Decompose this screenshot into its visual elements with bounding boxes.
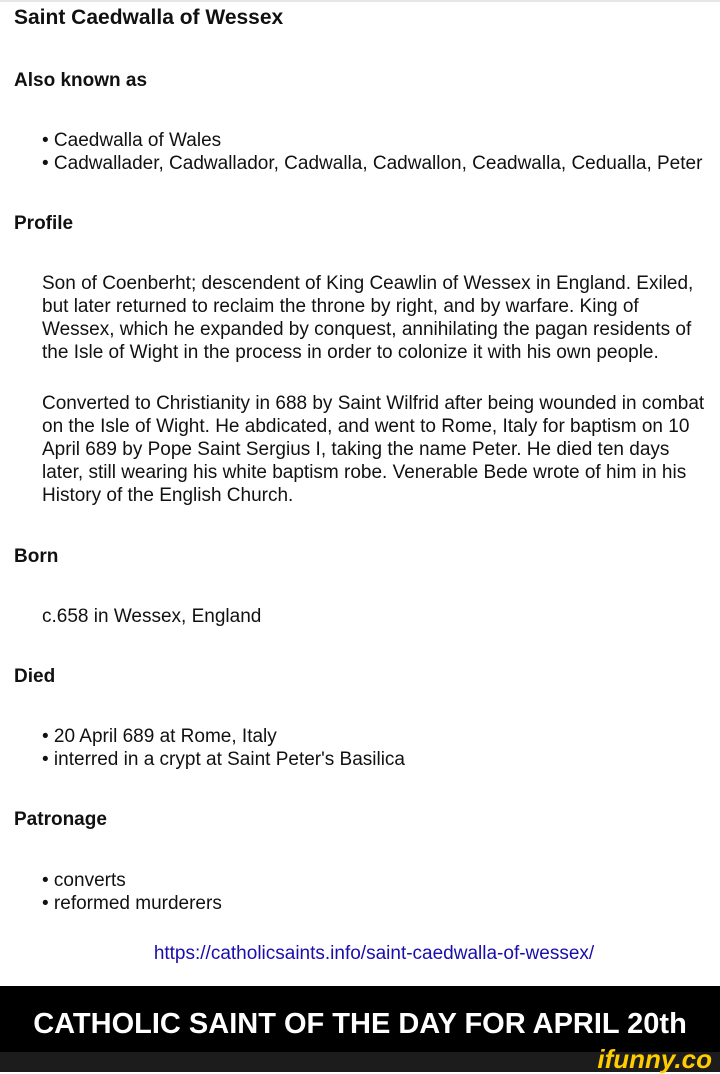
list-item: • Cadwallader, Cadwallador, Cadwalla, Cadwallon, Ceadwalla, Cedualla, Peter: [42, 153, 703, 174]
source-link[interactable]: https://catholicsaints.info/saint-caedwalla-of-wessex/: [153, 943, 595, 964]
heading-also-known-as: Also known as: [14, 70, 148, 91]
heading-born: Born: [14, 546, 59, 567]
list-item: • reformed murderers: [42, 893, 222, 914]
page-title: Saint Caedwalla of Wessex: [14, 6, 284, 29]
profile-paragraph-1: Son of Coenberht; descendent of King Ceawlin of Wessex in England. Exiled, but later returned to reclaim the throne by right, and by warfare. King of Wessex, which he expanded by conquest, annihilating the pagan residents of the Isle of Wight in the process in order to colonize it with his own people.: [42, 273, 694, 363]
heading-patronage: Patronage: [14, 809, 107, 830]
ifunny-watermark: ifunny.co: [597, 1044, 712, 1074]
list-item: • converts: [42, 870, 126, 891]
list-item: • interred in a crypt at Saint Peter's Basilica: [42, 749, 405, 770]
top-divider: [0, 0, 720, 2]
list-item: • 20 April 689 at Rome, Italy: [42, 726, 277, 747]
heading-died: Died: [14, 666, 56, 687]
heading-profile: Profile: [14, 213, 74, 234]
profile-paragraph-2: Converted to Christianity in 688 by Saint Wilfrid after being wounded in combat on the Isle of Wight. He abdicated, and went to Rome, Italy for baptism on 10 April 689 by Pope Saint Sergius I, taking the name Peter. He died ten days later, still wearing his white baptism robe. Venerable Bede wrote of him in his History of the English Church.: [42, 393, 705, 506]
footer-bar: [0, 1044, 720, 1074]
list-item: • Caedwalla of Wales: [42, 130, 222, 151]
born-text: c.658 in Wessex, England: [42, 606, 262, 627]
title-banner: [0, 986, 720, 1052]
banner-text: CATHOLIC SAINT OF THE DAY FOR APRIL 20th: [33, 1008, 687, 1040]
